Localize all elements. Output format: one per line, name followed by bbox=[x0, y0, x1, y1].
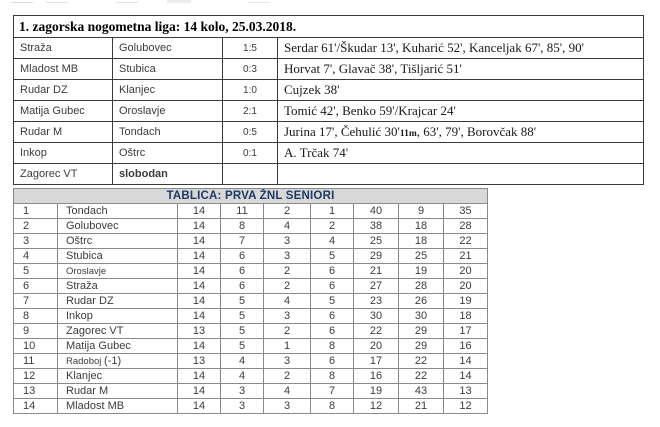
home-team-cell: Matija Gubec bbox=[14, 101, 113, 122]
away-team-cell: Oroslavje bbox=[113, 101, 223, 122]
standings-row bbox=[14, 399, 488, 414]
score-cell: 1:0 bbox=[223, 80, 278, 101]
wins-cell: 5 bbox=[221, 324, 264, 339]
wins-cell: 8 bbox=[221, 219, 264, 234]
results-table-body bbox=[14, 16, 644, 185]
losses-cell: 6 bbox=[311, 309, 354, 324]
position-cell: 10 bbox=[14, 339, 58, 354]
home-team-cell: Inkop bbox=[14, 143, 113, 164]
results-title-row bbox=[14, 16, 644, 38]
scorers-cell bbox=[278, 80, 644, 101]
position-cell: 11 bbox=[14, 354, 58, 369]
points-cell: 28 bbox=[444, 219, 488, 234]
home-team-cell: Rudar DZ bbox=[14, 80, 113, 101]
away-team-cell: Tondach bbox=[113, 122, 223, 143]
position-cell: 13 bbox=[14, 384, 58, 399]
text-fragment: Zagorec VT bbox=[66, 325, 124, 337]
goals-against-cell: 43 bbox=[399, 384, 444, 399]
scorers-cell bbox=[278, 101, 644, 122]
goals-against-cell: 18 bbox=[399, 234, 444, 249]
games-cell: 14 bbox=[178, 369, 221, 384]
wins-cell: 3 bbox=[221, 399, 264, 414]
wins-cell: 4 bbox=[221, 369, 264, 384]
scorers-cell bbox=[278, 38, 644, 59]
goals-for-cell: 30 bbox=[354, 309, 399, 324]
text-fragment: Klanjec bbox=[66, 370, 103, 382]
games-cell: 13 bbox=[178, 324, 221, 339]
losses-cell: 8 bbox=[311, 369, 354, 384]
goals-against-cell: 9 bbox=[399, 204, 444, 219]
position-cell: 1 bbox=[14, 204, 58, 219]
position-cell: 12 bbox=[14, 369, 58, 384]
draws-cell: 2 bbox=[264, 369, 311, 384]
text-fragment: Oštrc bbox=[66, 235, 93, 247]
goals-for-cell: 17 bbox=[354, 354, 399, 369]
games-cell: 14 bbox=[178, 249, 221, 264]
team-name-cell bbox=[58, 339, 178, 354]
text-fragment: Cujzek 38' bbox=[284, 82, 340, 97]
scorers-cell bbox=[278, 164, 644, 185]
score-cell: 0:1 bbox=[223, 143, 278, 164]
points-cell: 22 bbox=[444, 234, 488, 249]
cropped-content-artifact bbox=[167, 0, 191, 3]
scorers-cell bbox=[278, 59, 644, 80]
position-cell: 6 bbox=[14, 279, 58, 294]
draws-cell: 2 bbox=[264, 204, 311, 219]
team-name-cell bbox=[58, 264, 178, 279]
text-fragment: Jurina 17', Čehulić 30' bbox=[284, 124, 400, 139]
games-cell: 14 bbox=[178, 399, 221, 414]
goals-against-cell: 29 bbox=[399, 339, 444, 354]
draws-cell: 3 bbox=[264, 309, 311, 324]
text-fragment: Matija Gubec bbox=[66, 340, 131, 352]
team-name-cell bbox=[58, 279, 178, 294]
draws-cell: 4 bbox=[264, 294, 311, 309]
standings-row bbox=[14, 324, 488, 339]
standings-row bbox=[14, 219, 488, 234]
scorers-cell bbox=[278, 143, 644, 164]
goals-for-cell: 38 bbox=[354, 219, 399, 234]
standings-row bbox=[14, 384, 488, 399]
points-cell: 17 bbox=[444, 324, 488, 339]
result-row bbox=[14, 164, 644, 185]
results-table bbox=[13, 15, 644, 185]
goals-for-cell: 22 bbox=[354, 324, 399, 339]
losses-cell: 5 bbox=[311, 294, 354, 309]
team-name-cell bbox=[58, 369, 178, 384]
home-team-cell: Mladost MB bbox=[14, 59, 113, 80]
score-cell: 1:5 bbox=[223, 38, 278, 59]
losses-cell: 2 bbox=[311, 219, 354, 234]
goals-against-cell: 18 bbox=[399, 219, 444, 234]
games-cell: 14 bbox=[178, 384, 221, 399]
result-row bbox=[14, 59, 644, 80]
wins-cell: 5 bbox=[221, 309, 264, 324]
result-row bbox=[14, 143, 644, 164]
points-cell: 18 bbox=[444, 309, 488, 324]
points-cell: 12 bbox=[444, 399, 488, 414]
wins-cell: 11 bbox=[221, 204, 264, 219]
wins-cell: 5 bbox=[221, 294, 264, 309]
games-cell: 14 bbox=[178, 219, 221, 234]
text-fragment: Straža bbox=[66, 280, 98, 292]
goals-for-cell: 19 bbox=[354, 384, 399, 399]
goals-for-cell: 23 bbox=[354, 294, 399, 309]
standings-row bbox=[14, 249, 488, 264]
goals-for-cell: 21 bbox=[354, 264, 399, 279]
goals-against-cell: 25 bbox=[399, 249, 444, 264]
goals-for-cell: 16 bbox=[354, 369, 399, 384]
losses-cell: 4 bbox=[311, 234, 354, 249]
text-fragment: A. Trčak 74' bbox=[284, 145, 349, 160]
standings-row bbox=[14, 264, 488, 279]
home-team-cell: Zagorec VT bbox=[14, 164, 113, 185]
home-team-cell: Straža bbox=[14, 38, 113, 59]
goals-against-cell: 19 bbox=[399, 264, 444, 279]
standings-row bbox=[14, 294, 488, 309]
team-name-cell bbox=[58, 234, 178, 249]
points-cell: 20 bbox=[444, 264, 488, 279]
draws-cell: 4 bbox=[264, 219, 311, 234]
draws-cell: 3 bbox=[264, 249, 311, 264]
draws-cell: 1 bbox=[264, 339, 311, 354]
goals-for-cell: 25 bbox=[354, 234, 399, 249]
goals-against-cell: 28 bbox=[399, 279, 444, 294]
standings-row bbox=[14, 234, 488, 249]
goals-for-cell: 40 bbox=[354, 204, 399, 219]
standings-row bbox=[14, 354, 488, 369]
draws-cell: 2 bbox=[264, 324, 311, 339]
small-text-fragment: Radoboj bbox=[66, 356, 105, 367]
points-cell: 14 bbox=[444, 354, 488, 369]
draws-cell: 3 bbox=[264, 234, 311, 249]
wins-cell: 3 bbox=[221, 384, 264, 399]
text-fragment: Tondach bbox=[66, 205, 108, 217]
text-fragment: Horvat 7', Glavač 38', Tišljarić 51' bbox=[284, 61, 462, 76]
result-row bbox=[14, 122, 644, 143]
text-fragment: Inkop bbox=[66, 310, 93, 322]
position-cell: 4 bbox=[14, 249, 58, 264]
result-row bbox=[14, 101, 644, 122]
away-team-cell: Oštrc bbox=[113, 143, 223, 164]
standings-table-body bbox=[14, 189, 488, 414]
goals-for-cell: 27 bbox=[354, 279, 399, 294]
team-name-cell bbox=[58, 294, 178, 309]
losses-cell: 6 bbox=[311, 279, 354, 294]
losses-cell: 6 bbox=[311, 354, 354, 369]
wins-cell: 6 bbox=[221, 264, 264, 279]
goals-against-cell: 26 bbox=[399, 294, 444, 309]
text-fragment: Tomić 42', Benko 59'/Krajcar 24' bbox=[284, 103, 456, 118]
text-fragment: Rudar DZ bbox=[66, 295, 114, 307]
text-fragment: Rudar M bbox=[66, 385, 109, 397]
home-team-cell: Rudar M bbox=[14, 122, 113, 143]
position-cell: 3 bbox=[14, 234, 58, 249]
position-cell: 5 bbox=[14, 264, 58, 279]
score-cell: 0:3 bbox=[223, 59, 278, 80]
wins-cell: 6 bbox=[221, 279, 264, 294]
draws-cell: 2 bbox=[264, 264, 311, 279]
wins-cell: 5 bbox=[221, 339, 264, 354]
losses-cell: 5 bbox=[311, 249, 354, 264]
games-cell: 14 bbox=[178, 339, 221, 354]
standings-title-row bbox=[14, 189, 488, 204]
wins-cell: 4 bbox=[221, 354, 264, 369]
away-team-cell: slobodan bbox=[113, 164, 223, 185]
goals-against-cell: 22 bbox=[399, 369, 444, 384]
games-cell: 14 bbox=[178, 204, 221, 219]
wins-cell: 6 bbox=[221, 249, 264, 264]
score-cell: 2:1 bbox=[223, 101, 278, 122]
draws-cell: 4 bbox=[264, 384, 311, 399]
goals-against-cell: 29 bbox=[399, 324, 444, 339]
position-cell: 7 bbox=[14, 294, 58, 309]
games-cell: 13 bbox=[178, 354, 221, 369]
games-cell: 14 bbox=[178, 264, 221, 279]
points-cell: 35 bbox=[444, 204, 488, 219]
points-cell: 16 bbox=[444, 339, 488, 354]
team-name-cell bbox=[58, 309, 178, 324]
position-cell: 14 bbox=[14, 399, 58, 414]
text-fragment: , 63', 79', Borovčak 88' bbox=[416, 124, 537, 139]
points-cell: 20 bbox=[444, 279, 488, 294]
goals-against-cell: 30 bbox=[399, 309, 444, 324]
losses-cell: 6 bbox=[311, 264, 354, 279]
away-team-cell: Klanjec bbox=[113, 80, 223, 101]
goals-for-cell: 20 bbox=[354, 339, 399, 354]
score-cell: 0:5 bbox=[223, 122, 278, 143]
team-name-cell bbox=[58, 384, 178, 399]
goals-for-cell: 12 bbox=[354, 399, 399, 414]
standings-table-title: TABLICA: PRVA ŽNL SENIORI bbox=[14, 189, 488, 204]
team-name-cell bbox=[58, 249, 178, 264]
standings-row bbox=[14, 204, 488, 219]
team-name-cell bbox=[58, 354, 178, 369]
losses-cell: 8 bbox=[311, 339, 354, 354]
draws-cell: 2 bbox=[264, 279, 311, 294]
games-cell: 14 bbox=[178, 279, 221, 294]
points-cell: 14 bbox=[444, 369, 488, 384]
text-fragment: Golubovec bbox=[66, 220, 119, 232]
team-name-cell bbox=[58, 204, 178, 219]
games-cell: 14 bbox=[178, 294, 221, 309]
draws-cell: 3 bbox=[264, 354, 311, 369]
result-row bbox=[14, 80, 644, 101]
position-cell: 8 bbox=[14, 309, 58, 324]
away-team-cell: Golubovec bbox=[113, 38, 223, 59]
games-cell: 14 bbox=[178, 309, 221, 324]
score-cell bbox=[223, 164, 278, 185]
losses-cell: 8 bbox=[311, 399, 354, 414]
wins-cell: 7 bbox=[221, 234, 264, 249]
goals-for-cell: 29 bbox=[354, 249, 399, 264]
position-cell: 9 bbox=[14, 324, 58, 339]
points-cell: 19 bbox=[444, 294, 488, 309]
text-fragment: Mladost MB bbox=[66, 400, 125, 412]
goals-against-cell: 22 bbox=[399, 354, 444, 369]
team-name-cell bbox=[58, 324, 178, 339]
small-text-fragment: 11m bbox=[399, 129, 417, 139]
small-text-fragment: Oroslavje bbox=[66, 266, 107, 277]
text-fragment: (-1) bbox=[104, 355, 122, 367]
losses-cell: 1 bbox=[311, 204, 354, 219]
points-cell: 21 bbox=[444, 249, 488, 264]
position-cell: 2 bbox=[14, 219, 58, 234]
standings-row bbox=[14, 339, 488, 354]
team-name-cell bbox=[58, 219, 178, 234]
goals-against-cell: 21 bbox=[399, 399, 444, 414]
losses-cell: 7 bbox=[311, 384, 354, 399]
standings-row bbox=[14, 309, 488, 324]
standings-row bbox=[14, 279, 488, 294]
draws-cell: 3 bbox=[264, 399, 311, 414]
text-fragment: Serdar 61'/Škudar 13', Kuharić 52', Kanceljak 67', 85', 90' bbox=[284, 40, 584, 55]
text-fragment: Stubica bbox=[66, 250, 103, 262]
points-cell: 13 bbox=[444, 384, 488, 399]
scorers-cell bbox=[278, 122, 644, 143]
standings-table bbox=[13, 188, 488, 414]
results-table-title: 1. zagorska nogometna liga: 14 kolo, 25.03.2018. bbox=[14, 16, 644, 38]
team-name-cell bbox=[58, 399, 178, 414]
away-team-cell: Stubica bbox=[113, 59, 223, 80]
losses-cell: 6 bbox=[311, 324, 354, 339]
standings-row bbox=[14, 369, 488, 384]
games-cell: 14 bbox=[178, 234, 221, 249]
result-row bbox=[14, 38, 644, 59]
